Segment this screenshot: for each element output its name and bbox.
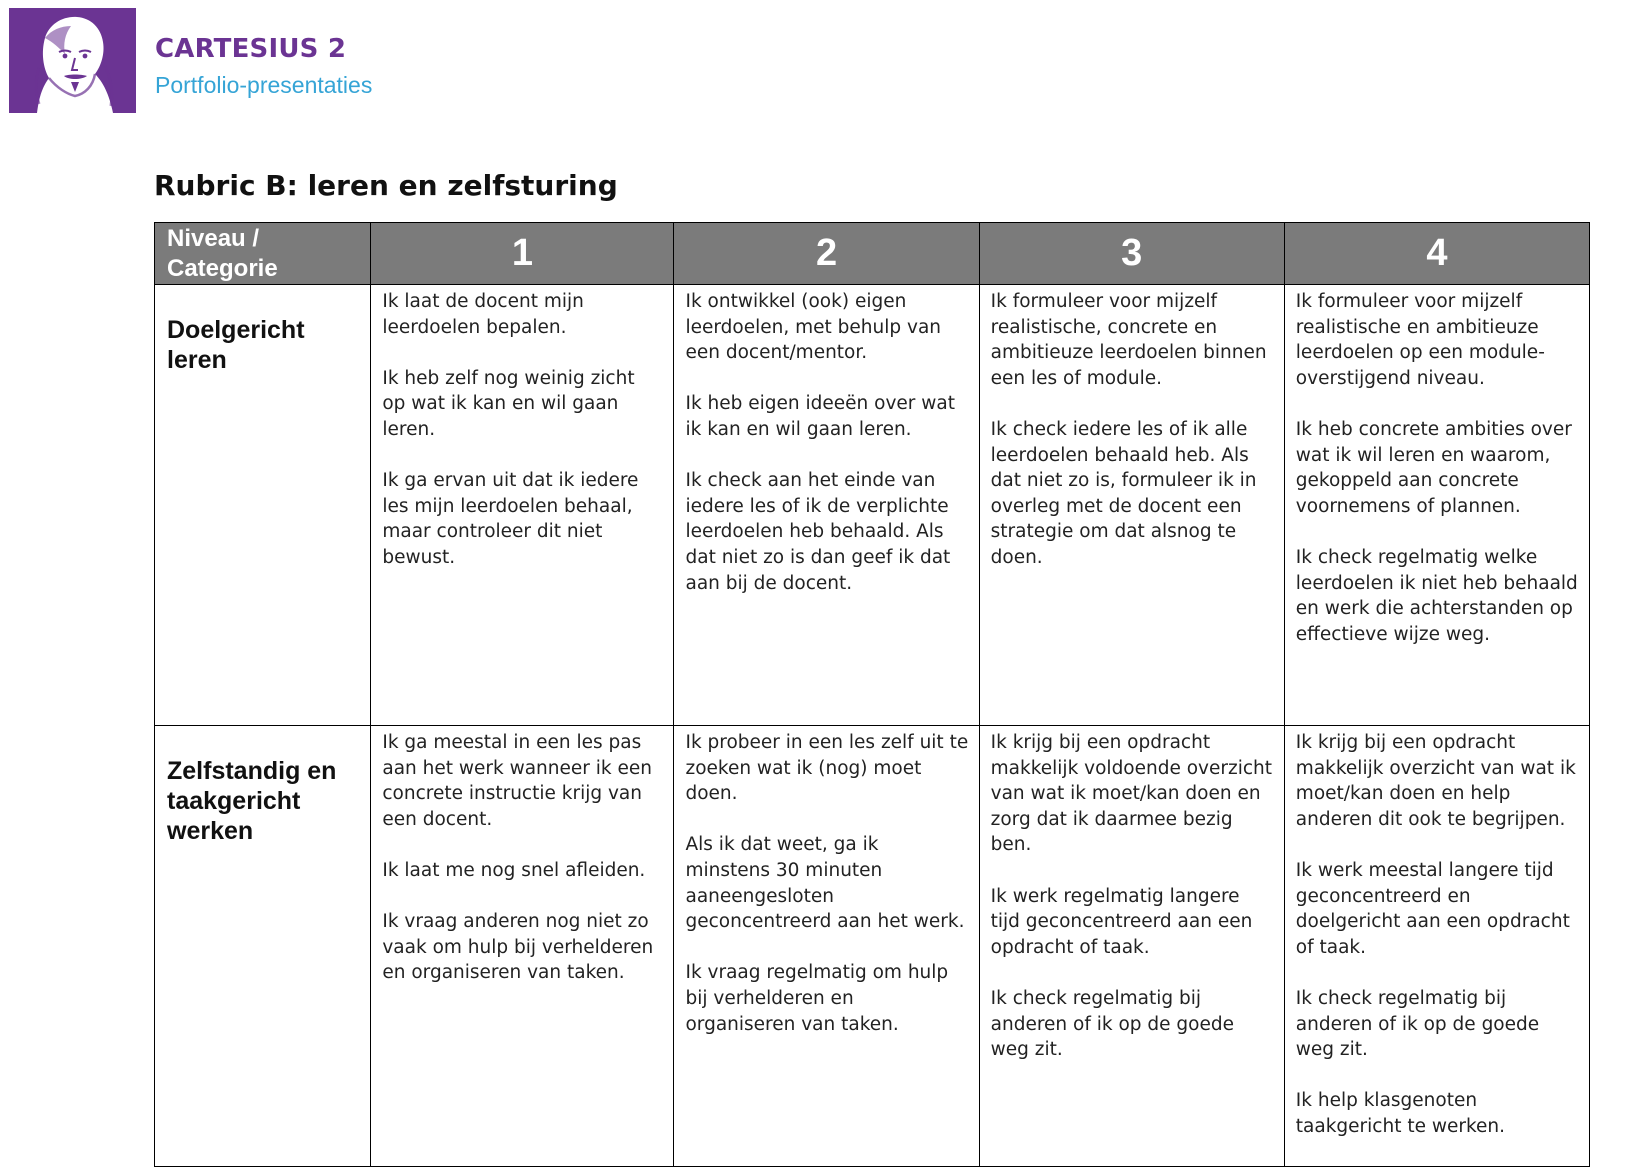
cell-paragraph: Ik krijg bij een opdracht makkelijk overzicht van wat ik moet/kan doen en help anderen dit ook te begrijpen. [1295, 732, 1576, 830]
category-label: Doelgericht leren [155, 285, 371, 726]
rubric-header-row [155, 223, 1590, 285]
corner-label-line1: Niveau / [167, 224, 260, 252]
cell-paragraph: Ik heb eigen ideeën over wat ik kan en wil gaan leren. [685, 393, 956, 440]
cell-paragraph: Ik probeer in een les zelf uit te zoeken wat ik (nog) moet doen. [685, 732, 969, 805]
brand-title: CARTESIUS 2 [155, 34, 347, 64]
rubric-cell [371, 726, 674, 1167]
cell-paragraph: Ik heb concrete ambities over wat ik wil leren en waarom, gekoppeld aan concrete voornemens of plannen. [1295, 418, 1572, 517]
cell-paragraph: Ik ga meestal in een les pas aan het werk wanneer ik een concrete instructie krijg van een docent. [382, 732, 652, 830]
level-header-4: 4 [1284, 223, 1589, 285]
cell-paragraph: Ik vraag regelmatig om hulp bij verhelderen en organiseren van taken. [685, 962, 949, 1035]
rubric-cell [371, 285, 674, 726]
cell-paragraph: Ik formuleer voor mijzelf realistische, concrete en ambitieuze leerdoelen binnen een les of module. [990, 291, 1267, 389]
corner-header [155, 223, 371, 285]
cell-paragraph: Ik ontwikkel (ook) eigen leerdoelen, met behulp van een docent/mentor. [685, 291, 942, 364]
level-header-2: 2 [674, 223, 979, 285]
level-header-1: 1 [371, 223, 674, 285]
cell-paragraph: Ik krijg bij een opdracht makkelijk voldoende overzicht van wat ik moet/kan doen en zorg dat ik daarmee bezig ben. [990, 732, 1272, 856]
cell-paragraph: Ik laat me nog snel afleiden. [382, 859, 646, 881]
rubric-cell [979, 726, 1284, 1167]
cell-paragraph: Ik check aan het einde van iedere les of ik de verplichte leerdoelen heb behaald. Als dat niet zo is dan geef ik dat aan bij de docent. [685, 470, 951, 594]
cell-paragraph: Ik ga ervan uit dat ik iedere les mijn leerdoelen behaal, maar controleer dit niet bewust. [382, 470, 639, 568]
corner-label-line2: Categorie [167, 254, 278, 282]
rubric-row-zelfstandig-werken [155, 726, 1590, 1167]
cell-paragraph: Ik check regelmatig bij anderen of ik op de goede weg zit. [990, 987, 1234, 1061]
cell-paragraph: Ik laat de docent mijn leerdoelen bepalen. [382, 291, 584, 338]
category-label: Zelfstandig en taakgericht werken [155, 726, 371, 1167]
cell-paragraph: Ik vraag anderen nog niet zo vaak om hulp bij verhelderen en organiseren van taken. [382, 911, 654, 984]
cell-paragraph: Ik formuleer voor mijzelf realistische en ambitieuze leerdoelen op een module-overstijgend niveau. [1295, 291, 1545, 389]
level-header-3: 3 [979, 223, 1284, 285]
portrait-logo-icon [9, 8, 136, 113]
cell-paragraph: Ik check regelmatig bij anderen of ik op de goede weg zit. [1295, 987, 1540, 1061]
rubric-cell [674, 285, 979, 726]
cell-paragraph: Ik heb zelf nog weinig zicht op wat ik kan en wil gaan leren. [382, 367, 635, 440]
rubric-cell [1284, 285, 1589, 726]
rubric-row-doelgericht-leren [155, 285, 1590, 726]
cell-paragraph: Ik werk regelmatig langere tijd geconcentreerd aan een opdracht of taak. [990, 885, 1253, 958]
cell-paragraph: Als ik dat weet, ga ik minstens 30 minuten aaneengesloten geconcentreerd aan het werk. [685, 834, 965, 933]
brand [155, 33, 372, 100]
cell-paragraph: Ik check regelmatig welke leerdoelen ik niet heb behaald en werk die achterstanden op effectieve wijze weg. [1295, 546, 1578, 645]
rubric-cell [674, 726, 979, 1167]
page-title: Rubric B: leren en zelfsturing [154, 169, 618, 202]
cell-paragraph: Ik check iedere les of ik alle leerdoelen behaald heb. Als dat niet zo is, formuleer ik in overleg met de docent een strategie om dat alsnog te doen. [990, 418, 1257, 568]
brand-subtitle: Portfolio-presentaties [155, 72, 373, 98]
cell-paragraph: Ik help klasgenoten taakgericht te werken. [1295, 1090, 1506, 1137]
rubric-cell [1284, 726, 1589, 1167]
rubric-cell [979, 285, 1284, 726]
cell-paragraph: Ik werk meestal langere tijd geconcentreerd en doelgericht aan een opdracht of taak. [1295, 859, 1570, 958]
rubric-table [154, 222, 1590, 1167]
